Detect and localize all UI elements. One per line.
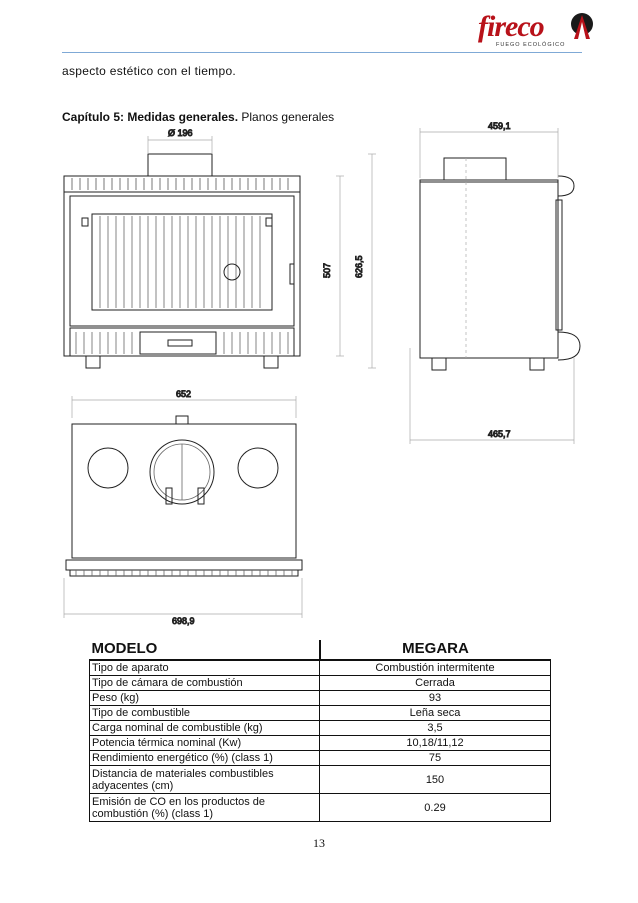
dim-front-height-total: 626,5 (354, 255, 364, 278)
dim-flue-diameter: Ø 196 (168, 128, 193, 138)
row-value: 150 (320, 765, 551, 793)
dim-side-depth-bottom: 465,7 (488, 429, 511, 439)
table-row (90, 793, 551, 821)
fireco-logo (470, 8, 600, 52)
table-row (90, 690, 551, 705)
dim-top-width: 652 (176, 389, 192, 399)
page-number: 13 (313, 836, 325, 850)
table-row (90, 750, 551, 765)
model-value: MEGARA (320, 640, 551, 660)
row-value: Leña seca (320, 705, 551, 720)
technical-drawing (0, 118, 638, 630)
chapter-title: Capítulo 5: Medidas generales. (62, 110, 239, 124)
front-view (64, 128, 376, 368)
row-label: Emisión de CO en los productos de combustión (%) (class 1) (90, 793, 320, 821)
table-row (90, 735, 551, 750)
specs-table (89, 640, 551, 822)
row-value: Combustión intermitente (320, 660, 551, 675)
row-label: Potencia térmica nominal (Kw) (90, 735, 320, 750)
logo-tagline: FUEGO ECOLÓGICO (496, 42, 566, 48)
dim-side-depth-top: 459,1 (488, 121, 511, 131)
row-label: Tipo de aparato (90, 660, 320, 675)
row-label: Peso (kg) (90, 690, 320, 705)
row-label: Carga nominal de combustible (kg) (90, 720, 320, 735)
row-label: Tipo de combustible (90, 705, 320, 720)
table-row (90, 675, 551, 690)
table-row (90, 720, 551, 735)
table-row (90, 705, 551, 720)
side-view (410, 121, 580, 444)
intro-text: aspecto estético con el tiempo. (62, 64, 237, 78)
table-row (90, 660, 551, 675)
chapter-subtitle: Planos generales (241, 110, 335, 124)
row-value: 75 (320, 750, 551, 765)
row-label: Distancia de materiales combustibles adyacentes (cm) (90, 765, 320, 793)
row-value: 10,18/11,12 (320, 735, 551, 750)
row-label: Tipo de cámara de combustión (90, 675, 320, 690)
row-value: 3,5 (320, 720, 551, 735)
header-rule (62, 52, 582, 53)
flame-logo-icon (568, 12, 596, 42)
specs-header-row (90, 640, 551, 660)
dim-front-height-inner: 507 (322, 262, 332, 278)
row-value: 93 (320, 690, 551, 705)
logo-wordmark: fireco (478, 10, 544, 43)
row-value: Cerrada (320, 675, 551, 690)
top-view (64, 389, 302, 626)
row-label: Rendimiento energético (%) (class 1) (90, 750, 320, 765)
model-label: MODELO (90, 640, 320, 660)
table-row (90, 765, 551, 793)
row-value: 0.29 (320, 793, 551, 821)
dim-bottom-width: 698,9 (172, 616, 195, 626)
